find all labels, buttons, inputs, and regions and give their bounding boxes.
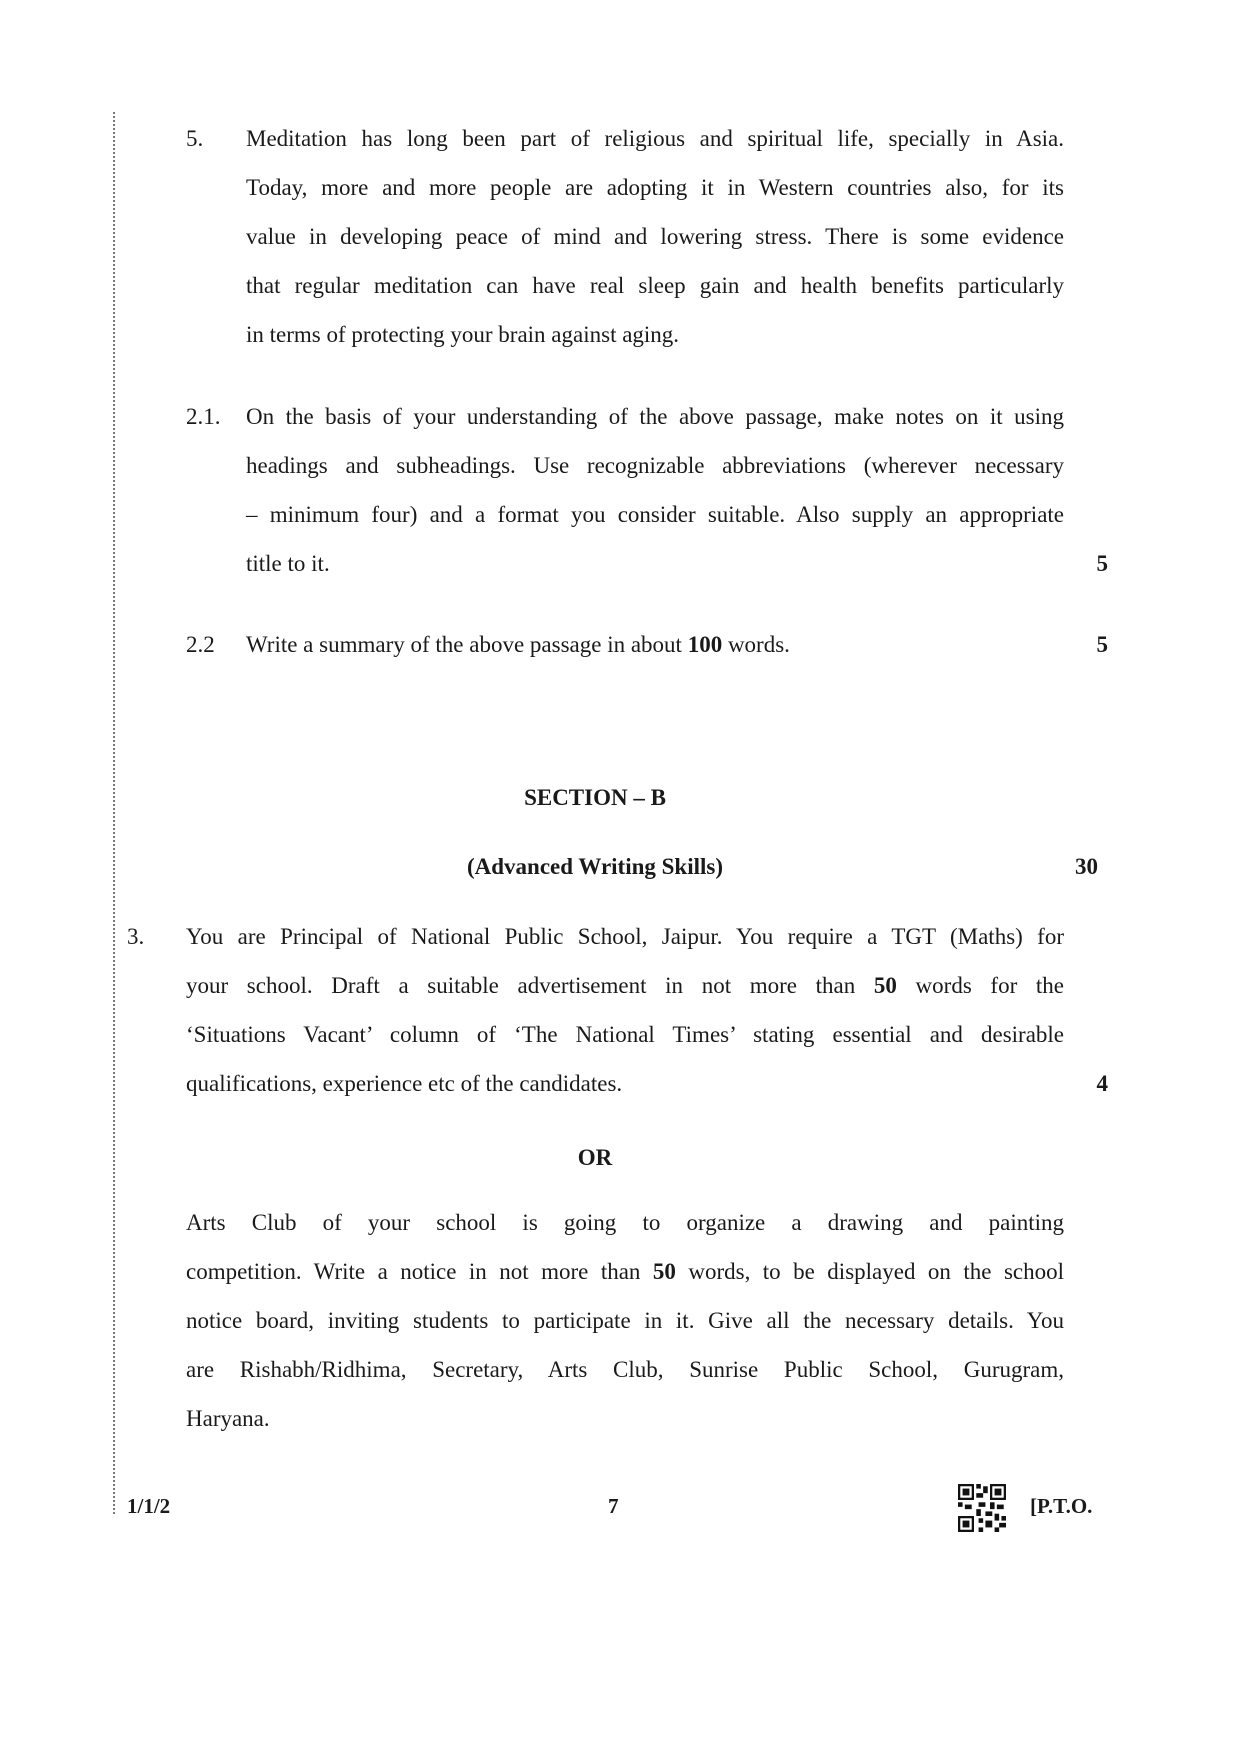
page-number: 7 xyxy=(608,1494,619,1518)
passage-line: Today, more and more people are adopting it in Western countries also, for its xyxy=(246,175,1064,200)
section-subtitle: (Advanced Writing Skills) xyxy=(466,854,724,879)
section-title: SECTION – B xyxy=(524,785,666,810)
question-line: notice board, inviting students to participate in it. Give all the necessary details. You xyxy=(186,1308,1064,1333)
item-number: 5. xyxy=(186,126,204,151)
question-2-1-text xyxy=(246,392,1064,588)
question-line: ‘Situations Vacant’ column of ‘The National Times’ stating essential and desirable xyxy=(186,1022,1064,1047)
question-line: competition. Write a notice in not more than 50 words, to be displayed on the school xyxy=(186,1259,1064,1284)
marks-label: 4 xyxy=(1096,1071,1108,1096)
question-line: On the basis of your understanding of the above passage, make notes on it using xyxy=(246,404,1064,429)
alternative-question-text xyxy=(186,1198,1064,1443)
question-text: words. xyxy=(722,632,790,657)
question-number: 3. xyxy=(127,924,145,949)
question-line: are Rishabh/Ridhima, Secretary, Arts Club, Sunrise Public School, Gurugram, xyxy=(186,1357,1064,1382)
question-line: qualifications, experience etc of the candidates. xyxy=(186,1071,623,1096)
question-2-2-text xyxy=(246,620,1064,669)
question-text: Write a summary of the above passage in about xyxy=(246,632,688,657)
passage-line: in terms of protecting your brain against aging. xyxy=(246,322,680,347)
question-line: – minimum four) and a format you consider suitable. Also supply an appropriate xyxy=(246,502,1064,527)
question-line: You are Principal of National Public School, Jaipur. You require a TGT (Maths) for xyxy=(186,924,1064,949)
question-line: Haryana. xyxy=(186,1406,270,1431)
please-turn-over-label: [P.T.O. xyxy=(1030,1494,1093,1518)
word-count: 100 xyxy=(687,632,723,657)
qr-code-icon xyxy=(958,1484,1006,1532)
marks-label: 5 xyxy=(1096,632,1108,657)
question-3-text xyxy=(186,912,1064,1108)
question-line: headings and subheadings. Use recognizable abbreviations (wherever necessary xyxy=(246,453,1064,478)
question-line: title to it. xyxy=(246,551,330,576)
section-marks: 30 xyxy=(1075,854,1098,879)
dotted-margin-line xyxy=(113,112,115,1514)
or-divider: OR xyxy=(577,1145,613,1170)
word-count: 50 xyxy=(873,973,897,998)
question-number: 2.2 xyxy=(186,632,215,657)
passage-paragraph-5 xyxy=(246,114,1064,359)
question-line: Arts Club of your school is going to organize a drawing and painting xyxy=(186,1210,1064,1235)
marks-label: 5 xyxy=(1096,551,1108,576)
question-number: 2.1. xyxy=(186,404,221,429)
word-count: 50 xyxy=(652,1259,676,1284)
passage-line: that regular meditation can have real sleep gain and health benefits particularly xyxy=(246,273,1064,298)
question-line: your school. Draft a suitable advertisement in not more than 50 words for the xyxy=(186,973,1065,998)
passage-line: value in developing peace of mind and lowering stress. There is some evidence xyxy=(246,224,1064,249)
paper-code: 1/1/2 xyxy=(127,1494,171,1518)
passage-line: Meditation has long been part of religious and spiritual life, specially in Asia. xyxy=(246,126,1064,151)
